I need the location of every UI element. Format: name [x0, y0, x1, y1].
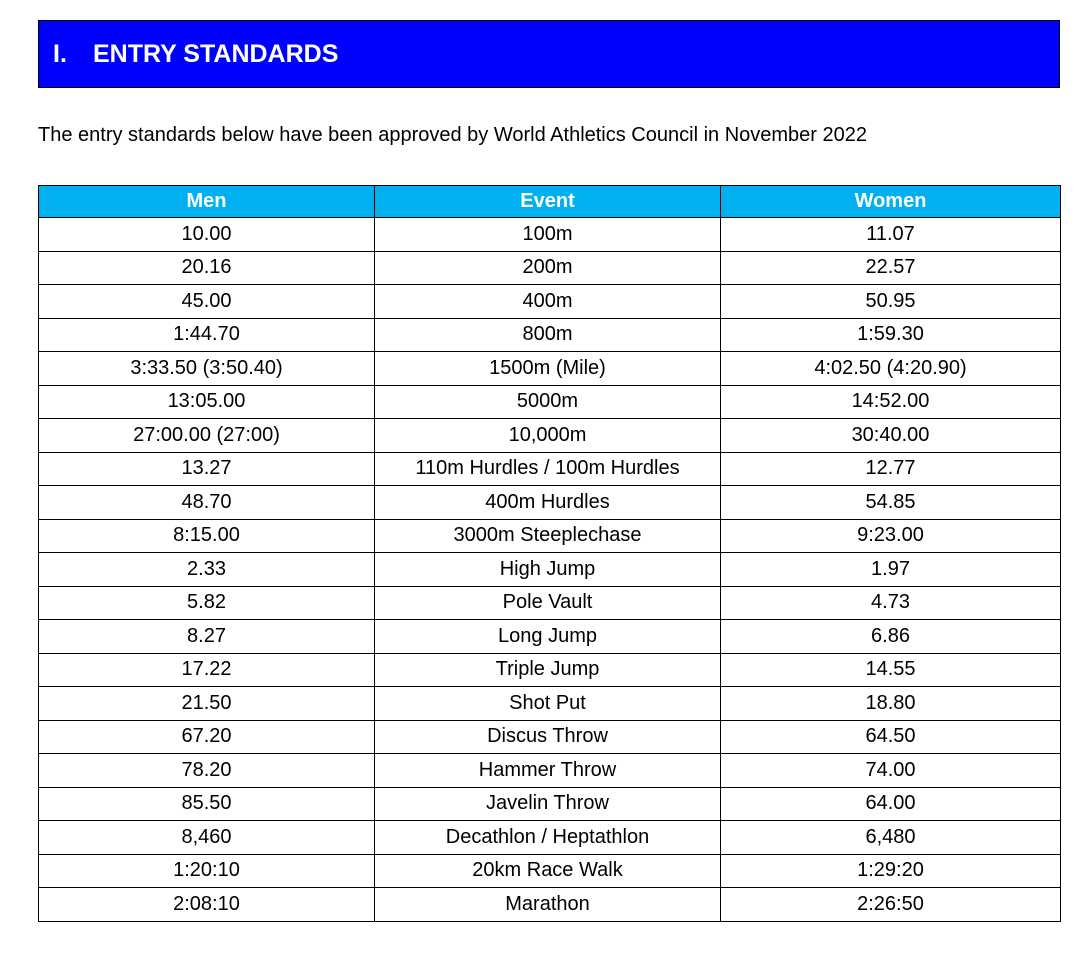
- table-row: [39, 854, 1061, 888]
- event-name-cell: High Jump: [375, 553, 721, 587]
- section-header: [38, 20, 1060, 88]
- women-standard-cell: 1.97: [721, 553, 1061, 587]
- women-standard-cell: 54.85: [721, 486, 1061, 520]
- table-row: [39, 452, 1061, 486]
- men-standard-cell: 45.00: [39, 285, 375, 319]
- women-standard-cell: 64.00: [721, 787, 1061, 821]
- women-standard-cell: 4:02.50 (4:20.90): [721, 352, 1061, 386]
- women-standard-cell: 11.07: [721, 218, 1061, 252]
- men-standard-cell: 8:15.00: [39, 519, 375, 553]
- men-standard-cell: 27:00.00 (27:00): [39, 419, 375, 453]
- event-name-cell: Long Jump: [375, 620, 721, 654]
- event-name-cell: 200m: [375, 251, 721, 285]
- event-name-cell: Hammer Throw: [375, 754, 721, 788]
- event-name-cell: Decathlon / Heptathlon: [375, 821, 721, 855]
- table-row: [39, 385, 1061, 419]
- men-standard-cell: 10.00: [39, 218, 375, 252]
- table-row: [39, 586, 1061, 620]
- event-name-cell: 1500m (Mile): [375, 352, 721, 386]
- event-name-cell: 400m: [375, 285, 721, 319]
- women-standard-cell: 22.57: [721, 251, 1061, 285]
- men-standard-cell: 8,460: [39, 821, 375, 855]
- event-name-cell: 800m: [375, 318, 721, 352]
- event-name-cell: Shot Put: [375, 687, 721, 721]
- column-header-men: Men: [39, 186, 375, 218]
- event-name-cell: Javelin Throw: [375, 787, 721, 821]
- men-standard-cell: 2:08:10: [39, 888, 375, 922]
- table-row: [39, 251, 1061, 285]
- table-row: [39, 553, 1061, 587]
- entry-standards-table: [38, 185, 1061, 922]
- women-standard-cell: 1:59.30: [721, 318, 1061, 352]
- event-name-cell: 10,000m: [375, 419, 721, 453]
- men-standard-cell: 2.33: [39, 553, 375, 587]
- women-standard-cell: 14.55: [721, 653, 1061, 687]
- men-standard-cell: 5.82: [39, 586, 375, 620]
- women-standard-cell: 64.50: [721, 720, 1061, 754]
- event-name-cell: 110m Hurdles / 100m Hurdles: [375, 452, 721, 486]
- column-header-women: Women: [721, 186, 1061, 218]
- men-standard-cell: 13:05.00: [39, 385, 375, 419]
- table-row: [39, 720, 1061, 754]
- event-name-cell: Triple Jump: [375, 653, 721, 687]
- table-row: [39, 687, 1061, 721]
- men-standard-cell: 13.27: [39, 452, 375, 486]
- men-standard-cell: 1:20:10: [39, 854, 375, 888]
- table-row: [39, 218, 1061, 252]
- event-name-cell: Discus Throw: [375, 720, 721, 754]
- men-standard-cell: 21.50: [39, 687, 375, 721]
- men-standard-cell: 3:33.50 (3:50.40): [39, 352, 375, 386]
- women-standard-cell: 6,480: [721, 821, 1061, 855]
- column-header-event: Event: [375, 186, 721, 218]
- women-standard-cell: 18.80: [721, 687, 1061, 721]
- women-standard-cell: 2:26:50: [721, 888, 1061, 922]
- women-standard-cell: 30:40.00: [721, 419, 1061, 453]
- men-standard-cell: 17.22: [39, 653, 375, 687]
- event-name-cell: 20km Race Walk: [375, 854, 721, 888]
- table-row: [39, 620, 1061, 654]
- event-name-cell: 100m: [375, 218, 721, 252]
- men-standard-cell: 67.20: [39, 720, 375, 754]
- event-name-cell: Pole Vault: [375, 586, 721, 620]
- men-standard-cell: 1:44.70: [39, 318, 375, 352]
- table-body: [39, 218, 1061, 922]
- women-standard-cell: 9:23.00: [721, 519, 1061, 553]
- women-standard-cell: 74.00: [721, 754, 1061, 788]
- table-header-row: [39, 186, 1061, 218]
- men-standard-cell: 48.70: [39, 486, 375, 520]
- table-row: [39, 352, 1061, 386]
- table-row: [39, 519, 1061, 553]
- table-row: [39, 888, 1061, 922]
- table-row: [39, 821, 1061, 855]
- women-standard-cell: 50.95: [721, 285, 1061, 319]
- section-number: I.: [53, 39, 67, 68]
- women-standard-cell: 6.86: [721, 620, 1061, 654]
- intro-text: The entry standards below have been approved by World Athletics Council in November 2022: [38, 124, 867, 146]
- event-name-cell: 5000m: [375, 385, 721, 419]
- table-row: [39, 486, 1061, 520]
- men-standard-cell: 20.16: [39, 251, 375, 285]
- women-standard-cell: 14:52.00: [721, 385, 1061, 419]
- event-name-cell: 400m Hurdles: [375, 486, 721, 520]
- men-standard-cell: 8.27: [39, 620, 375, 654]
- table-row: [39, 419, 1061, 453]
- section-title: ENTRY STANDARDS: [93, 39, 339, 68]
- women-standard-cell: 1:29:20: [721, 854, 1061, 888]
- table-row: [39, 285, 1061, 319]
- table-row: [39, 653, 1061, 687]
- men-standard-cell: 85.50: [39, 787, 375, 821]
- event-name-cell: 3000m Steeplechase: [375, 519, 721, 553]
- table-row: [39, 754, 1061, 788]
- women-standard-cell: 12.77: [721, 452, 1061, 486]
- event-name-cell: Marathon: [375, 888, 721, 922]
- table-row: [39, 318, 1061, 352]
- table-row: [39, 787, 1061, 821]
- men-standard-cell: 78.20: [39, 754, 375, 788]
- women-standard-cell: 4.73: [721, 586, 1061, 620]
